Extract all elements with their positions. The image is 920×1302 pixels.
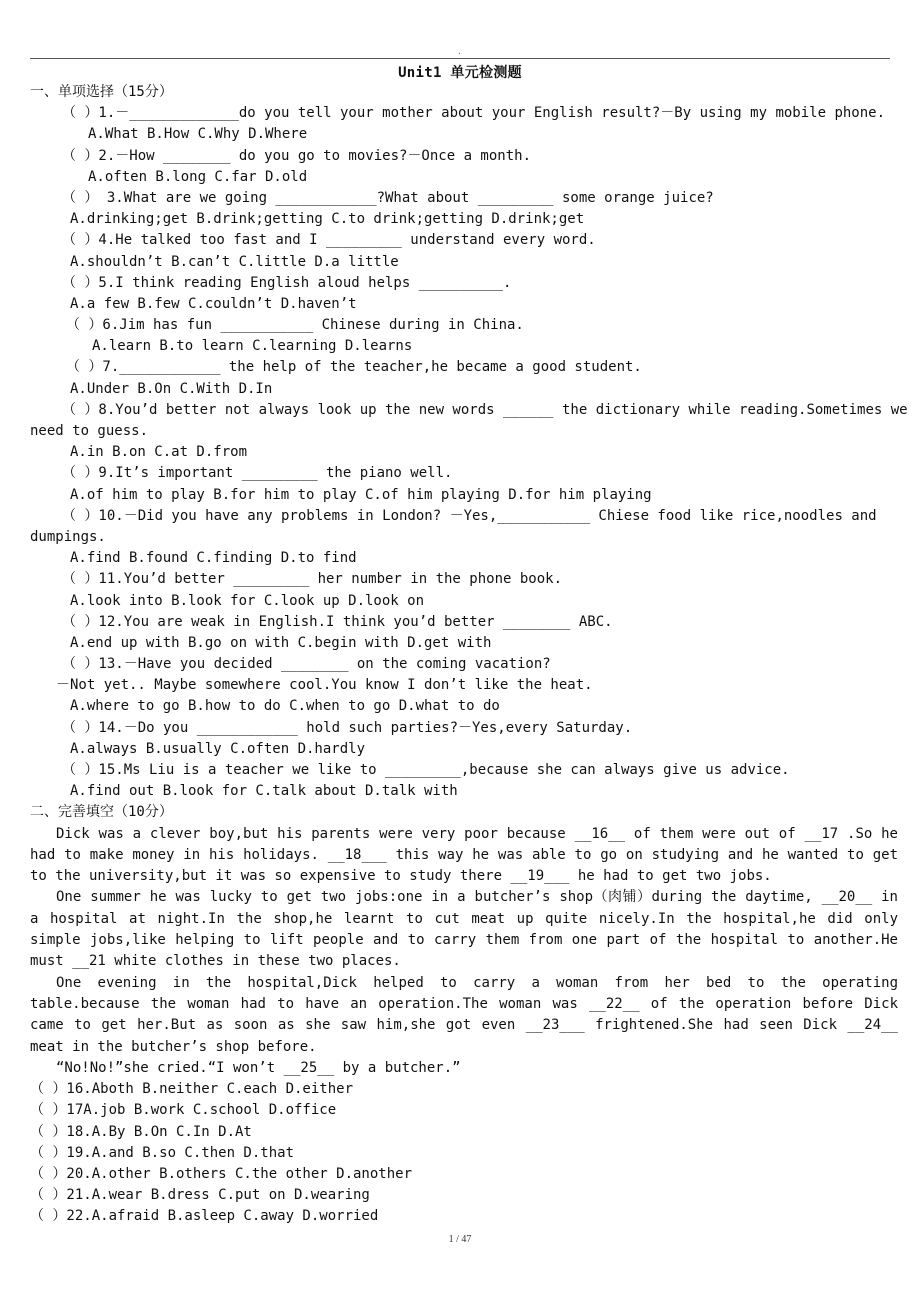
- question-line: （ ）8.You’d better not always look up the new words ______ the dictionary while reading.Sometimes we: [62, 401, 908, 418]
- cloze-paragraph: Dick was a clever boy,but his parents were very poor because __16__ of them were out of __17 .So he had to make money in his holidays. __18___ this way he was able to go on studying and he wanted to get to the university,but it was so expensive to study there __19___ he had to get two jobs.: [30, 825, 898, 885]
- question-line: －Not yet.. Maybe somewhere cool.You know I don’t like the heat.: [56, 677, 593, 694]
- cloze-paragraph: One summer he was lucky to get two jobs:one in a butcher’s shop（肉铺）during the daytime, __20__ in a hospital at night.In the shop,he learnt to cut meat up quite nicely.In the hospital,he did only simple jobs,like helping to lift people and to carry them from one part of the hospital to another.He must __21 white clothes in these two places.: [30, 889, 898, 970]
- header-dot: .: [457, 47, 462, 56]
- question-line: （ ）9.It’s important _________ the piano well.: [62, 465, 453, 482]
- question-line: （ ）6.Jim has fun ___________ Chinese during in China.: [66, 317, 524, 334]
- page-title: Unit1 单元检测题: [398, 65, 522, 81]
- cloze-option-line: （ ）22.A.afraid B.asleep C.away D.worried: [30, 1208, 379, 1225]
- answer-options: A.What B.How C.Why D.Where: [88, 126, 308, 143]
- answer-options: A.in B.on C.at D.from: [70, 444, 248, 461]
- header-rule: [30, 58, 890, 59]
- cloze-option-line: （ ）16.Aboth B.neither C.each D.either: [30, 1081, 354, 1098]
- question-line-continued: need to guess.: [30, 423, 149, 439]
- question-line: （ ）5.I think reading English aloud helps __________.: [62, 274, 512, 291]
- question-line: （ ）7.____________ the help of the teacher,he became a good student.: [66, 359, 642, 376]
- question-line: （ ）4.He talked too fast and I _________ understand every word.: [62, 232, 596, 249]
- cloze-option-line: （ ）19.A.and B.so C.then D.that: [30, 1144, 295, 1161]
- question-line: （ ） 3.What are we going ____________?What about _________ some orange juice?: [62, 189, 714, 206]
- question-line: （ ）2.－How ________ do you go to movies?－Once a month.: [62, 147, 532, 164]
- document-body: [30, 82, 908, 1227]
- answer-options: A.learn B.to learn C.learning D.learns: [92, 338, 413, 355]
- cloze-option-line: （ ）17A.job B.work C.school D.office: [30, 1102, 337, 1119]
- question-line-continued: dumpings.: [30, 528, 106, 545]
- question-line: （ ）15.Ms Liu is a teacher we like to _________,because she can always give us advice.: [62, 762, 790, 778]
- page-number: 1 / 47: [448, 1234, 472, 1245]
- answer-options: A.of him to play B.for him to play C.of him playing D.for him playing: [70, 486, 652, 503]
- answer-options: A.end up with B.go on with C.begin with D.get with: [70, 634, 492, 651]
- question-line: （ ）13.－Have you decided ________ on the coming vacation?: [62, 656, 551, 673]
- answer-options: A.drinking;get B.drink;getting C.to drink;getting D.drink;get: [70, 211, 585, 228]
- answer-options: A.find B.found C.finding D.to find: [70, 550, 357, 567]
- section-heading-cloze: 二、完善填空（10分）: [30, 804, 173, 821]
- cloze-option-line: （ ）20.A.other B.others C.the other D.another: [30, 1165, 413, 1182]
- cloze-paragraph: “No!No!”she cried.“I won’t __25__ by a butcher.”: [56, 1059, 461, 1076]
- section-heading-single-choice: 一、单项选择（15分）: [30, 84, 173, 100]
- cloze-options: [30, 1079, 898, 1227]
- cloze-option-line: （ ）18.A.By B.On C.In D.At: [30, 1123, 252, 1140]
- answer-options: A.Under B.On C.With D.In: [70, 380, 273, 397]
- answer-options: A.find out B.look for C.talk about D.talk with: [70, 783, 458, 800]
- cloze-option-line: （ ）21.A.wear B.dress C.put on D.wearing: [30, 1187, 370, 1204]
- question-line: （ ）10.－Did you have any problems in London? －Yes,___________ Chiese food like rice,noodles and: [62, 507, 877, 524]
- cloze-paragraph: One evening in the hospital,Dick helped to carry a woman from her bed to the operating table.because the woman had to have an operation.The woman was __22__ of the operation before Dick came to get her.But as soon as she saw him,she got even __23___ frightened.She had seen Dick __24__ meat in the butcher’s shop before.: [30, 974, 898, 1055]
- question-line: （ ）1.－_____________do you tell your mother about your English result?－By using my mobile phone.: [62, 105, 886, 122]
- cloze-passage: [30, 824, 898, 1080]
- question-line: （ ）14.－Do you ____________ hold such parties?－Yes,every Saturday.: [62, 719, 633, 736]
- question-line: （ ）12.You are weak in English.I think you’d better ________ ABC.: [62, 613, 613, 630]
- answer-options: A.look into B.look for C.look up D.look on: [70, 592, 425, 609]
- answer-options: A.shouldn’t B.can’t C.little D.a little: [70, 253, 399, 270]
- answer-options: A.a few B.few C.couldn’t D.haven’t: [70, 295, 357, 312]
- answer-options: A.where to go B.how to do C.when to go D.what to do: [70, 698, 500, 715]
- answer-options: A.often B.long C.far D.old: [88, 168, 308, 185]
- single-choice-questions: [30, 103, 908, 802]
- question-line: （ ）11.You’d better _________ her number in the phone book.: [62, 571, 563, 588]
- answer-options: A.always B.usually C.often D.hardly: [70, 740, 366, 757]
